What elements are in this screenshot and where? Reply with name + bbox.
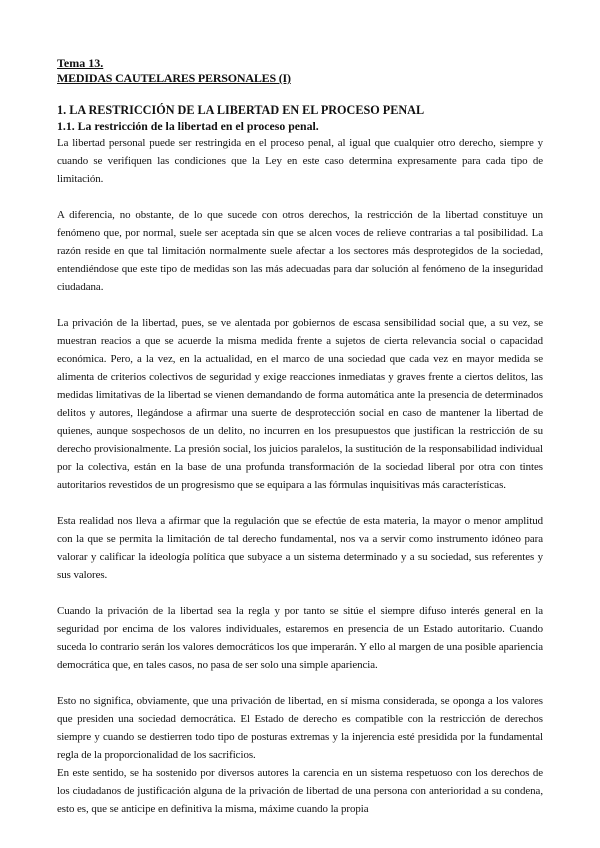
paragraph: A diferencia, no obstante, de lo que sucede con otros derechos, la restricción de la libertad constituye un fenómeno que, por normal, suele ser aceptada sin que se alcen voces de relieve contrarias a tal posibilidad. La razón reside en que tal limitación normalmente suele afectar a los sectores más desprotegidos de la sociedad, entendiéndose que este tipo de medidas son las más adecuadas para dar solución al fenómeno de la inseguridad ciudadana. <box>57 209 543 293</box>
paragraph: Esta realidad nos lleva a afirmar que la regulación que se efectúe de esta materia, la mayor o menor amplitud con la que se permita la limitación de tal derecho fundamental, nos va a servir como instrumento idóneo para valorar y calificar la ideología política que subyace a un sistema determinado y a su sociedad, sus referentes y sus valores. <box>57 515 543 581</box>
paragraph: En este sentido, se ha sostenido por diversos autores la carencia en un sistema respetuoso con los derechos de los ciudadanos de justificación alguna de la privación de libertad de una persona con anterioridad a su condena, esto es, que se anticipe en definitiva la misma, máxime cuando la propia <box>57 767 543 815</box>
paragraph: Esto no significa, obviamente, que una privación de libertad, en sí misma considerada, se oponga a los valores que presiden una sociedad democrática. El Estado de derecho es compatible con la restricción de derechos siempre y cuando se destierren todo tipo de posturas extremas y la injerencia esté presidida por la fundamental regla de la proporcionalidad de los sacrificios. <box>57 695 543 761</box>
paragraph: La libertad personal puede ser restringida en el proceso penal, al igual que cualquier otro derecho, siempre y cuando se verifiquen las condiciones que la Ley en este caso determina expresamente para cada tipo de limitación. <box>57 137 543 185</box>
topic-label: Tema 13. <box>57 56 104 70</box>
topic-title: MEDIDAS CAUTELARES PERSONALES (I) <box>57 71 291 85</box>
paragraph: La privación de la libertad, pues, se ve alentada por gobiernos de escasa sensibilidad social que, a su vez, se muestran reacios a que se acuerde la misma medida frente a sujetos de cierta relevancia social o capacidad económica. Pero, a la vez, en la actualidad, en el marco de una sociedad que cada vez en mayor medida se alimenta de criterios colectivos de seguridad y exige reacciones inmediatas y graves frente a ciertos delitos, las medidas limitativas de la libertad se vienen demandando de forma automática ante la presencia de determinados delitos y autores, llegándose a afirmar una suerte de desprotección social en caso de mantener la libertad de quienes, aunque sospechosos de un delito, no incurren en los presupuestos que justifican la restricción de su derecho provisionalmente. La presión social, los juicios paralelos, la sustitución de la responsabilidad individual por la colectiva, están en la base de una profunda transformación de la sociedad liberal por otra con tintes autoritarios revestidos de un progresismo que se equipara a las fórmulas inquisitivas más características. <box>57 317 543 491</box>
document-page <box>57 56 543 818</box>
subsection-heading: 1.1. La restricción de la libertad en el proceso penal. <box>57 119 319 133</box>
section-heading: 1. LA RESTRICCIÓN DE LA LIBERTAD EN EL PROCESO PENAL <box>57 103 425 117</box>
paragraph: Cuando la privación de la libertad sea la regla y por tanto se sitúe el siempre difuso interés general en la seguridad por encima de los valores individuales, estaremos en presencia de un Estado autoritario. Cuando suceda lo contrario serán los valores democráticos los que imperarán. Y ello al margen de una posible apariencia democrática que, en tales casos, no pasa de ser solo una simple apariencia. <box>57 605 543 671</box>
